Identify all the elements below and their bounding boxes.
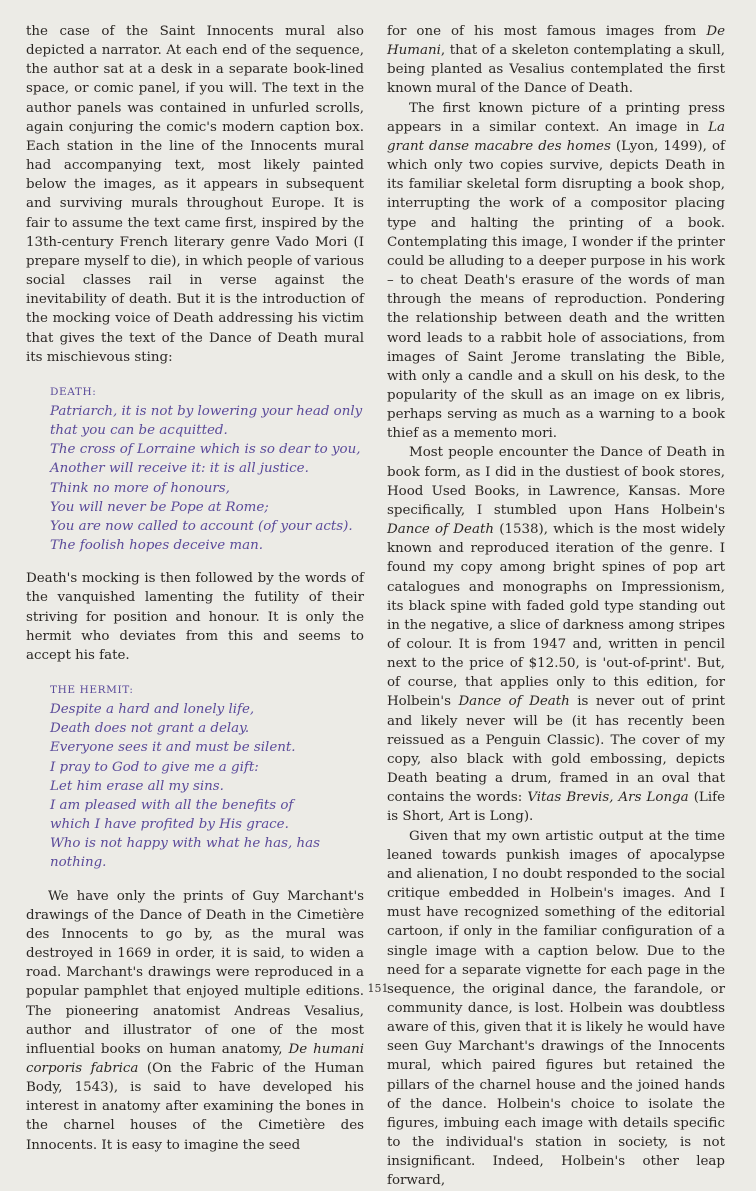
text-run: for one of his most famous images from — [387, 24, 707, 39]
verse-speaker: THE HERMIT: — [50, 684, 134, 696]
book-title: Dance of Death — [458, 694, 570, 710]
verse-line: Another will receive it: it is all justice. — [50, 461, 309, 477]
verse-line: Patriarch, it is not by lowering your head only — [50, 403, 363, 419]
text-run: , that of a skeleton contemplating a skull, being planted as Vesalius contemplated the first known mural of the Dance of Death. — [387, 43, 725, 97]
book-title: De humani corporis fabrica — [26, 1041, 364, 1076]
paragraph: the case of the Saint Innocents mural also depicted a narrator. At each end of the sequence, the author sat at a desk in a separate book-lined space, or comic panel, if you will. The text in the author panels was contained in unfurled scrolls, again conjuring the comic's modern caption box. Each station in the line of the Innocents mural had accompanying text, most likely painted below the images, as it appears in subsequent and surviving murals throughout Europe. It is fair to assume the text came first, inspired by the 13th-century French literary genre Vado Mori (I prepare myself to die), in which people of various social classes rail in verse against the inevitability of death. But it is the introduction of the mocking voice of Death addressing his victim that gives the text of the Dance of Death mural its mischievous sting: — [26, 24, 364, 365]
page-number: 151 — [367, 982, 389, 995]
paragraph — [387, 99, 725, 444]
text-run: We have only the prints of Guy Marchant's drawings of the Dance of Death in the Cimetière des Innocents to go by, as the mural was destroyed in 1669 in order, it is said, to widen a road. Marchant's drawings were reproduced in a popular pamphlet that enjoyed multiple editions. The pioneering anatomist Andreas Vesalius, author and illustrator of one of the most influential books on human anatomy, — [26, 888, 364, 1057]
verse-line: that you can be acquitted. — [50, 423, 228, 439]
paragraph — [387, 443, 725, 826]
right-column — [387, 22, 725, 1191]
paragraph — [387, 22, 725, 99]
book-title: Dance of Death — [387, 522, 494, 538]
text-run: (Life is Short, Art is Long). — [387, 790, 725, 825]
text-run: Most people encounter the Dance of Death in book form, as I did in the dustiest of book stores, Hood Used Books, in Lawrence, Kansas. More specifically, I stumbled upon Hans Holbein's — [387, 445, 725, 518]
verse-line: Who is not happy with what he has, has nothing. — [50, 836, 321, 871]
verse-line: Everyone sees it and must be silent. — [50, 740, 296, 756]
verse-line: Death does not grant a delay. — [50, 721, 250, 737]
paragraph — [26, 887, 364, 1155]
text-run: The first known picture of a printing press appears in a similar context. An image in — [387, 100, 725, 135]
text-run: (On the Fabric of the Human Body, 1543), is said to have developed his interest in anatomy after examining the bones in the charnel houses of the Cimetière des Innocents. It is easy to imagine the seed — [26, 1060, 364, 1153]
verse-line: Think no more of honours, — [50, 480, 230, 496]
verse-line: The cross of Lorraine which is so dear to you, — [50, 442, 361, 458]
verse-line: I am pleased with all the benefits of — [50, 797, 294, 813]
verse-line: I pray to God to give me a gift: — [50, 759, 259, 775]
verse-line: Despite a hard and lonely life, — [50, 702, 255, 718]
verse-line: You will never be Pope at Rome; — [50, 499, 269, 515]
verse-death — [50, 383, 364, 555]
paragraph: Given that my own artistic output at the time leaned towards punkish images of apocalypse and alienation, I no doubt responded to the social critique embedded in Holbein's images. And I must have recognized something of the editorial cartoon, if only in the familiar configuration of a single image with a caption below. Due to the need for a separate vignette for each page in the sequence, the original dance, the farandole, or community dance, is lost. Holbein was doubtless aware of this, given that it is likely he would have seen Guy Marchant's drawings of the Innocents mural, which paired figures but retained the pillars of the charnel house and the joined hands of the dance. Holbein's choice to isolate the figures, imbuing each image with details specific to the individual's station in society, is not insignificant. Indeed, Holbein's other leap forward, — [387, 828, 726, 1189]
verse-line: which I have profited by His grace. — [50, 817, 289, 833]
verse-hermit — [50, 681, 364, 873]
text-run: (Lyon, 1499), of which only two copies survive, depicts Death in its familiar skeletal form disrupting a book shop, interrupting the work of a compositor placing type and halting the printing of a book. Contemplating this image, I wonder if the printer could be alluding to a deeper purpose in his work – to cheat Death's erasure of the words of man through the means of reproduction. Pondering the relationship between death and the written word leads to a rabbit hole of associations, from images of Saint Jerome translating the Bible, with only a candle and a skull on his desk, to the popularity of the skull as an image on ex libris, perhaps serving as much as a warning to a book thief as a memento mori. — [387, 138, 725, 442]
verse-line: You are now called to account (of your acts). — [50, 518, 353, 534]
text-run: (1538), which is the most widely known and reproduced iteration of the genre. I found my copy among bright spines of pop art catalogues and monographs on Impressionism, its black spine with faded gold type standing out in the negative, a slice of darkness among stripes of colour. It is from 1947 and, written in pencil next to the price of $12.50, is 'out-of-print'. But, of course, that applies only to this edition, for Holbein's — [387, 522, 726, 710]
paragraph: Death's mocking is then followed by the words of the vanquished lamenting the futility of their striving for position and honour. It is only the hermit who deviates from this and seems to accept his fate. — [26, 571, 364, 663]
book-title: De Humani — [387, 24, 725, 59]
book-title: La grant danse macabre des homes — [387, 119, 725, 154]
verse-line: The foolish hopes deceive man. — [50, 538, 263, 554]
text-run: is never out of print and likely never will be (it has recently been reissued as a Penguin Classic). The cover of my copy, also black with gold embossing, depicts Death beating a drum, framed in an oval that contains the words: — [387, 694, 725, 806]
verse-speaker: DEATH: — [50, 385, 97, 398]
verse-line: Let him erase all my sins. — [50, 778, 224, 794]
book-title: Vitas Brevis, Ars Longa — [527, 790, 689, 806]
